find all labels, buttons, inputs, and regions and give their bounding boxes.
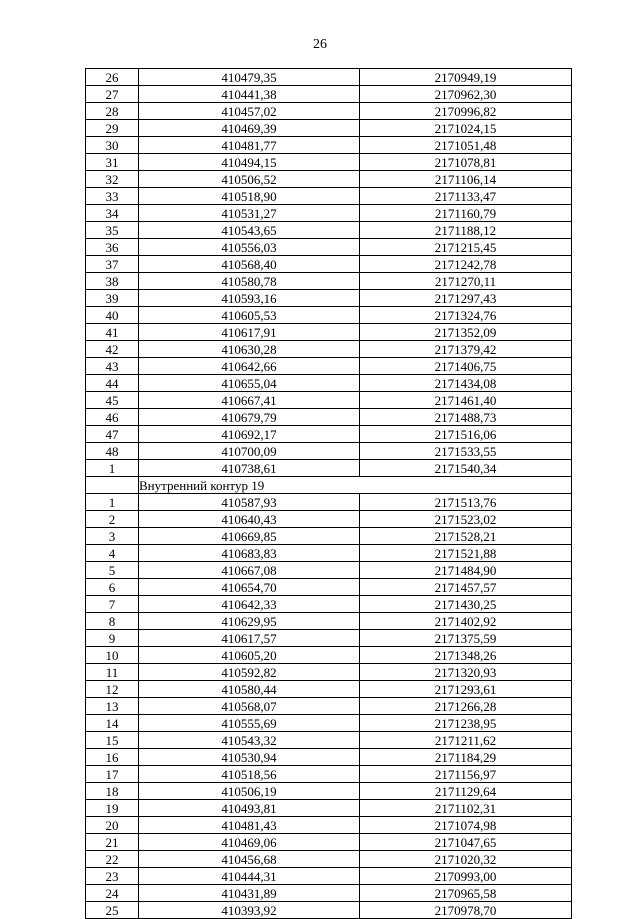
table-row: [86, 579, 572, 596]
point-number-cell: 20: [86, 817, 139, 834]
table-row: [86, 341, 572, 358]
point-number-cell: 7: [86, 596, 139, 613]
table-row: [86, 171, 572, 188]
y-coordinate-cell: 2171188,12: [360, 222, 572, 239]
x-coordinate-cell: 410654,70: [139, 579, 360, 596]
table-row: [86, 715, 572, 732]
y-coordinate-cell: 2171540,34: [360, 460, 572, 477]
y-coordinate-cell: 2171074,98: [360, 817, 572, 834]
y-coordinate-cell: 2170996,82: [360, 103, 572, 120]
x-coordinate-cell: 410506,19: [139, 783, 360, 800]
table-row: [86, 800, 572, 817]
x-coordinate-cell: 410669,85: [139, 528, 360, 545]
y-coordinate-cell: 2171434,08: [360, 375, 572, 392]
x-coordinate-cell: 410493,81: [139, 800, 360, 817]
y-coordinate-cell: 2171430,25: [360, 596, 572, 613]
y-coordinate-cell: 2171184,29: [360, 749, 572, 766]
y-coordinate-cell: 2171270,11: [360, 273, 572, 290]
y-coordinate-cell: 2171242,78: [360, 256, 572, 273]
y-coordinate-cell: 2171352,09: [360, 324, 572, 341]
table-row: [86, 902, 572, 919]
y-coordinate-cell: 2170962,30: [360, 86, 572, 103]
x-coordinate-cell: 410692,17: [139, 426, 360, 443]
x-coordinate-cell: 410531,27: [139, 205, 360, 222]
x-coordinate-cell: 410568,40: [139, 256, 360, 273]
point-number-cell: 34: [86, 205, 139, 222]
point-number-cell: 2: [86, 511, 139, 528]
point-number-cell: 6: [86, 579, 139, 596]
section-row: [86, 477, 572, 494]
point-number-cell: 1: [86, 460, 139, 477]
table-row: [86, 562, 572, 579]
point-number-cell: 15: [86, 732, 139, 749]
x-coordinate-cell: 410530,94: [139, 749, 360, 766]
x-coordinate-cell: 410393,92: [139, 902, 360, 919]
table-row: [86, 851, 572, 868]
point-number-cell: 19: [86, 800, 139, 817]
section-empty-cell: [86, 477, 139, 494]
x-coordinate-cell: 410518,90: [139, 188, 360, 205]
x-coordinate-cell: 410605,20: [139, 647, 360, 664]
table-row: [86, 732, 572, 749]
x-coordinate-cell: 410667,08: [139, 562, 360, 579]
point-number-cell: 11: [86, 664, 139, 681]
y-coordinate-cell: 2171379,42: [360, 341, 572, 358]
table-row: [86, 392, 572, 409]
point-number-cell: 26: [86, 69, 139, 86]
table-row: [86, 86, 572, 103]
x-coordinate-cell: 410679,79: [139, 409, 360, 426]
y-coordinate-cell: 2171348,26: [360, 647, 572, 664]
point-number-cell: 47: [86, 426, 139, 443]
x-coordinate-cell: 410444,31: [139, 868, 360, 885]
x-coordinate-cell: 410556,03: [139, 239, 360, 256]
y-coordinate-cell: 2171160,79: [360, 205, 572, 222]
table-row: [86, 426, 572, 443]
x-coordinate-cell: 410655,04: [139, 375, 360, 392]
table-row: [86, 443, 572, 460]
point-number-cell: 14: [86, 715, 139, 732]
y-coordinate-cell: 2171024,15: [360, 120, 572, 137]
y-coordinate-cell: 2171051,48: [360, 137, 572, 154]
point-number-cell: 30: [86, 137, 139, 154]
point-number-cell: 41: [86, 324, 139, 341]
y-coordinate-cell: 2171293,61: [360, 681, 572, 698]
y-coordinate-cell: 2171020,32: [360, 851, 572, 868]
table-row: [86, 69, 572, 86]
y-coordinate-cell: 2170965,58: [360, 885, 572, 902]
y-coordinate-cell: 2171133,47: [360, 188, 572, 205]
point-number-cell: 24: [86, 885, 139, 902]
table-row: [86, 120, 572, 137]
x-coordinate-cell: 410469,06: [139, 834, 360, 851]
point-number-cell: 28: [86, 103, 139, 120]
point-number-cell: 4: [86, 545, 139, 562]
point-number-cell: 3: [86, 528, 139, 545]
table-row: [86, 409, 572, 426]
y-coordinate-cell: 2171297,43: [360, 290, 572, 307]
x-coordinate-cell: 410640,43: [139, 511, 360, 528]
x-coordinate-cell: 410494,15: [139, 154, 360, 171]
point-number-cell: 18: [86, 783, 139, 800]
point-number-cell: 23: [86, 868, 139, 885]
table-row: [86, 528, 572, 545]
y-coordinate-cell: 2171516,06: [360, 426, 572, 443]
x-coordinate-cell: 410617,91: [139, 324, 360, 341]
point-number-cell: 21: [86, 834, 139, 851]
table-row: [86, 205, 572, 222]
point-number-cell: 42: [86, 341, 139, 358]
table-row: [86, 273, 572, 290]
y-coordinate-cell: 2171402,92: [360, 613, 572, 630]
y-coordinate-cell: 2171106,14: [360, 171, 572, 188]
coordinates-table: [85, 68, 572, 919]
point-number-cell: 13: [86, 698, 139, 715]
x-coordinate-cell: 410469,39: [139, 120, 360, 137]
table-row: [86, 460, 572, 477]
point-number-cell: 33: [86, 188, 139, 205]
y-coordinate-cell: 2171528,21: [360, 528, 572, 545]
x-coordinate-cell: 410593,16: [139, 290, 360, 307]
x-coordinate-cell: 410592,82: [139, 664, 360, 681]
table-row: [86, 494, 572, 511]
y-coordinate-cell: 2171488,73: [360, 409, 572, 426]
x-coordinate-cell: 410605,53: [139, 307, 360, 324]
x-coordinate-cell: 410506,52: [139, 171, 360, 188]
x-coordinate-cell: 410630,28: [139, 341, 360, 358]
point-number-cell: 16: [86, 749, 139, 766]
table-row: [86, 307, 572, 324]
point-number-cell: 22: [86, 851, 139, 868]
coordinates-table-body: [86, 69, 572, 919]
point-number-cell: 39: [86, 290, 139, 307]
point-number-cell: 36: [86, 239, 139, 256]
y-coordinate-cell: 2171215,45: [360, 239, 572, 256]
point-number-cell: 10: [86, 647, 139, 664]
x-coordinate-cell: 410456,68: [139, 851, 360, 868]
section-label: Внутренний контур 19: [139, 477, 572, 494]
x-coordinate-cell: 410479,35: [139, 69, 360, 86]
table-row: [86, 511, 572, 528]
point-number-cell: 29: [86, 120, 139, 137]
y-coordinate-cell: 2171324,76: [360, 307, 572, 324]
point-number-cell: 27: [86, 86, 139, 103]
table-row: [86, 103, 572, 120]
table-row: [86, 358, 572, 375]
point-number-cell: 44: [86, 375, 139, 392]
y-coordinate-cell: 2171533,55: [360, 443, 572, 460]
y-coordinate-cell: 2171047,65: [360, 834, 572, 851]
table-row: [86, 137, 572, 154]
x-coordinate-cell: 410431,89: [139, 885, 360, 902]
table-row: [86, 834, 572, 851]
y-coordinate-cell: 2170993,00: [360, 868, 572, 885]
table-row: [86, 324, 572, 341]
x-coordinate-cell: 410629,95: [139, 613, 360, 630]
table-row: [86, 188, 572, 205]
point-number-cell: 1: [86, 494, 139, 511]
table-row: [86, 749, 572, 766]
point-number-cell: 35: [86, 222, 139, 239]
x-coordinate-cell: 410441,38: [139, 86, 360, 103]
y-coordinate-cell: 2170949,19: [360, 69, 572, 86]
x-coordinate-cell: 410481,43: [139, 817, 360, 834]
x-coordinate-cell: 410738,61: [139, 460, 360, 477]
y-coordinate-cell: 2171523,02: [360, 511, 572, 528]
table-row: [86, 766, 572, 783]
x-coordinate-cell: 410587,93: [139, 494, 360, 511]
x-coordinate-cell: 410568,07: [139, 698, 360, 715]
y-coordinate-cell: 2171513,76: [360, 494, 572, 511]
x-coordinate-cell: 410543,32: [139, 732, 360, 749]
point-number-cell: 43: [86, 358, 139, 375]
y-coordinate-cell: 2171102,31: [360, 800, 572, 817]
table-row: [86, 256, 572, 273]
y-coordinate-cell: 2171461,40: [360, 392, 572, 409]
x-coordinate-cell: 410543,65: [139, 222, 360, 239]
table-row: [86, 154, 572, 171]
y-coordinate-cell: 2171521,88: [360, 545, 572, 562]
point-number-cell: 12: [86, 681, 139, 698]
x-coordinate-cell: 410700,09: [139, 443, 360, 460]
y-coordinate-cell: 2171129,64: [360, 783, 572, 800]
x-coordinate-cell: 410555,69: [139, 715, 360, 732]
table-row: [86, 698, 572, 715]
table-row: [86, 290, 572, 307]
table-row: [86, 868, 572, 885]
table-row: [86, 681, 572, 698]
point-number-cell: 37: [86, 256, 139, 273]
table-row: [86, 783, 572, 800]
y-coordinate-cell: 2171078,81: [360, 154, 572, 171]
point-number-cell: 40: [86, 307, 139, 324]
x-coordinate-cell: 410683,83: [139, 545, 360, 562]
page-number: 26: [313, 37, 327, 52]
y-coordinate-cell: 2171266,28: [360, 698, 572, 715]
x-coordinate-cell: 410518,56: [139, 766, 360, 783]
x-coordinate-cell: 410667,41: [139, 392, 360, 409]
table-row: [86, 239, 572, 256]
point-number-cell: 5: [86, 562, 139, 579]
x-coordinate-cell: 410642,66: [139, 358, 360, 375]
table-row: [86, 596, 572, 613]
y-coordinate-cell: 2171320,93: [360, 664, 572, 681]
table-row: [86, 630, 572, 647]
point-number-cell: 9: [86, 630, 139, 647]
point-number-cell: 38: [86, 273, 139, 290]
x-coordinate-cell: 410617,57: [139, 630, 360, 647]
y-coordinate-cell: 2171238,95: [360, 715, 572, 732]
table-row: [86, 375, 572, 392]
point-number-cell: 31: [86, 154, 139, 171]
x-coordinate-cell: 410481,77: [139, 137, 360, 154]
table-row: [86, 222, 572, 239]
x-coordinate-cell: 410580,44: [139, 681, 360, 698]
y-coordinate-cell: 2171484,90: [360, 562, 572, 579]
point-number-cell: 32: [86, 171, 139, 188]
y-coordinate-cell: 2171457,57: [360, 579, 572, 596]
x-coordinate-cell: 410642,33: [139, 596, 360, 613]
y-coordinate-cell: 2171375,59: [360, 630, 572, 647]
y-coordinate-cell: 2171156,97: [360, 766, 572, 783]
table-row: [86, 613, 572, 630]
table-row: [86, 647, 572, 664]
x-coordinate-cell: 410457,02: [139, 103, 360, 120]
table-row: [86, 885, 572, 902]
y-coordinate-cell: 2171406,75: [360, 358, 572, 375]
point-number-cell: 46: [86, 409, 139, 426]
table-row: [86, 545, 572, 562]
point-number-cell: 48: [86, 443, 139, 460]
point-number-cell: 8: [86, 613, 139, 630]
point-number-cell: 45: [86, 392, 139, 409]
table-row: [86, 664, 572, 681]
x-coordinate-cell: 410580,78: [139, 273, 360, 290]
y-coordinate-cell: 2170978,70: [360, 902, 572, 919]
point-number-cell: 17: [86, 766, 139, 783]
y-coordinate-cell: 2171211,62: [360, 732, 572, 749]
table-row: [86, 817, 572, 834]
point-number-cell: 25: [86, 902, 139, 919]
